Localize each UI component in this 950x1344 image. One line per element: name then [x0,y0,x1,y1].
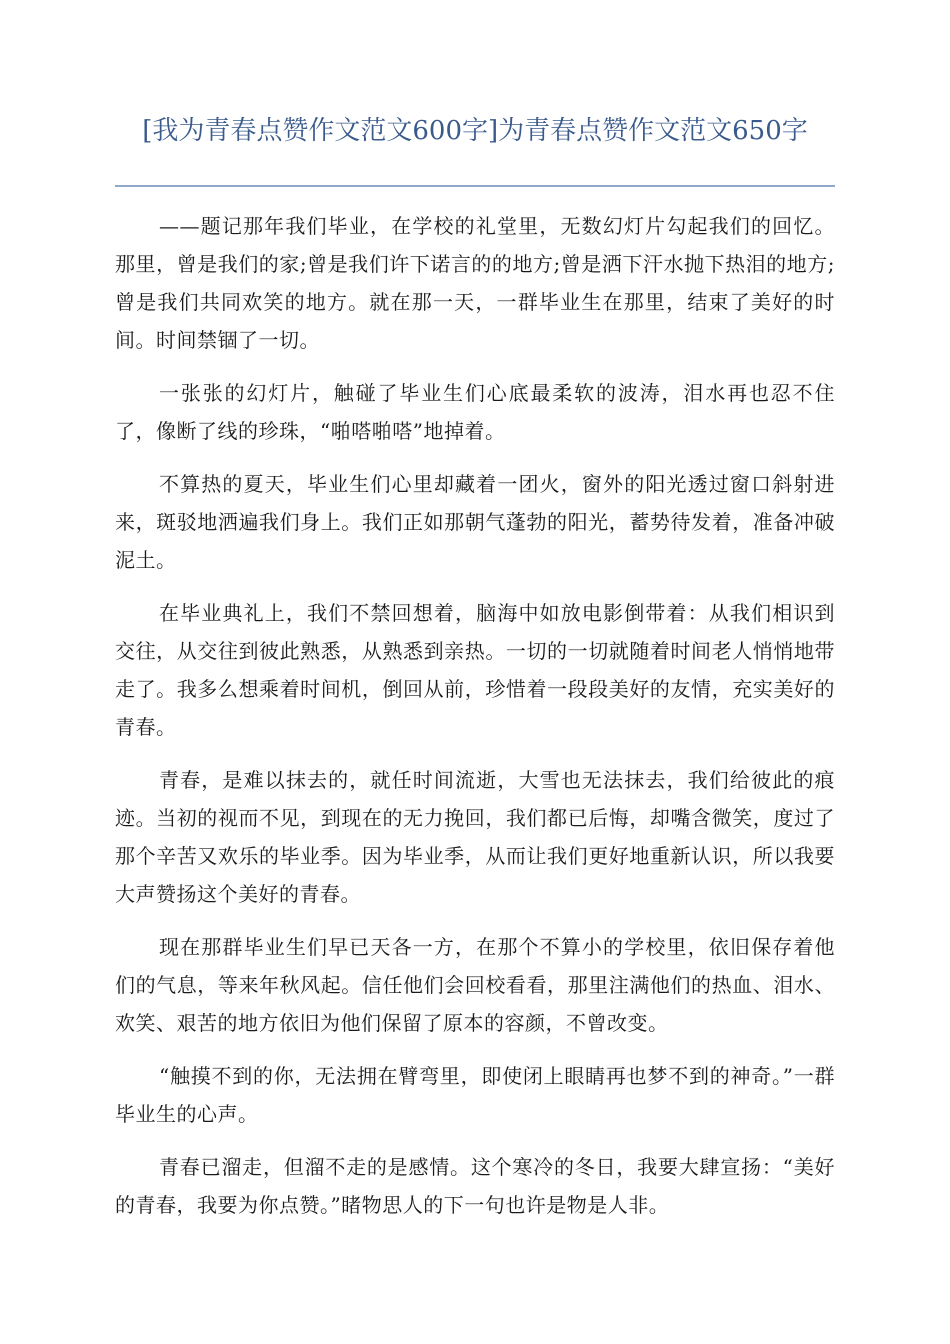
paragraph-6: 现在那群毕业生们早已天各一方，在那个不算小的学校里，依旧保存着他们的气息，等来年秋风起。信任他们会回校看看，那里注满他们的热血、泪水、欢笑、艰苦的地方依旧为他们保留了原本的容颜，不曾改变。 [115,935,835,1035]
paragraph-7: “触摸不到的你，无法拥在臂弯里，即使闭上眼睛再也梦不到的神奇。”一群毕业生的心声。 [115,1064,835,1126]
paragraph-8: 青春已溜走，但溜不走的是感情。这个寒冷的冬日，我要大肆宣扬：“美好的青春，我要为你点赞。”睹物思人的下一句也许是物是人非。 [115,1155,835,1217]
paragraph-3: 不算热的夏天，毕业生们心里却藏着一团火，窗外的阳光透过窗口斜射进来，斑驳地洒遍我们身上。我们正如那朝气蓬勃的阳光，蓄势待发着，准备冲破泥土。 [115,472,835,572]
paragraph-2: 一张张的幻灯片，触碰了毕业生们心底最柔软的波涛，泪水再也忍不住了，像断了线的珍珠，“啪嗒啪嗒”地掉着。 [115,381,835,443]
paragraph-1: ——题记那年我们毕业，在学校的礼堂里，无数幻灯片勾起我们的回忆。那里，曾是我们的家;曾是我们许下诺言的的地方;曾是洒下汗水抛下热泪的地方;曾是我们共同欢笑的地方。就在那一天，一群毕业生在那里，结束了美好的时间。时间禁锢了一切。 [115,214,835,352]
document-body [115,207,835,1239]
paragraph-5: 青春，是难以抹去的，就任时间流逝，大雪也无法抹去，我们给彼此的痕迹。当初的视而不见，到现在的无力挽回，我们都已后悔，却嘴含微笑，度过了那个辛苦又欢乐的毕业季。因为毕业季，从而让我们更好地重新认识，所以我要大声赞扬这个美好的青春。 [115,768,835,906]
document-title: [我为青春点赞作文范文600字]为青春点赞作文范文650字 [142,116,808,146]
title-divider [115,185,835,187]
paragraph-4: 在毕业典礼上，我们不禁回想着，脑海中如放电影倒带着：从我们相识到交往，从交往到彼此熟悉，从熟悉到亲热。一切的一切就随着时间老人悄悄地带走了。我多么想乘着时间机，倒回从前，珍惜着一段段美好的友情，充实美好的青春。 [115,601,835,739]
